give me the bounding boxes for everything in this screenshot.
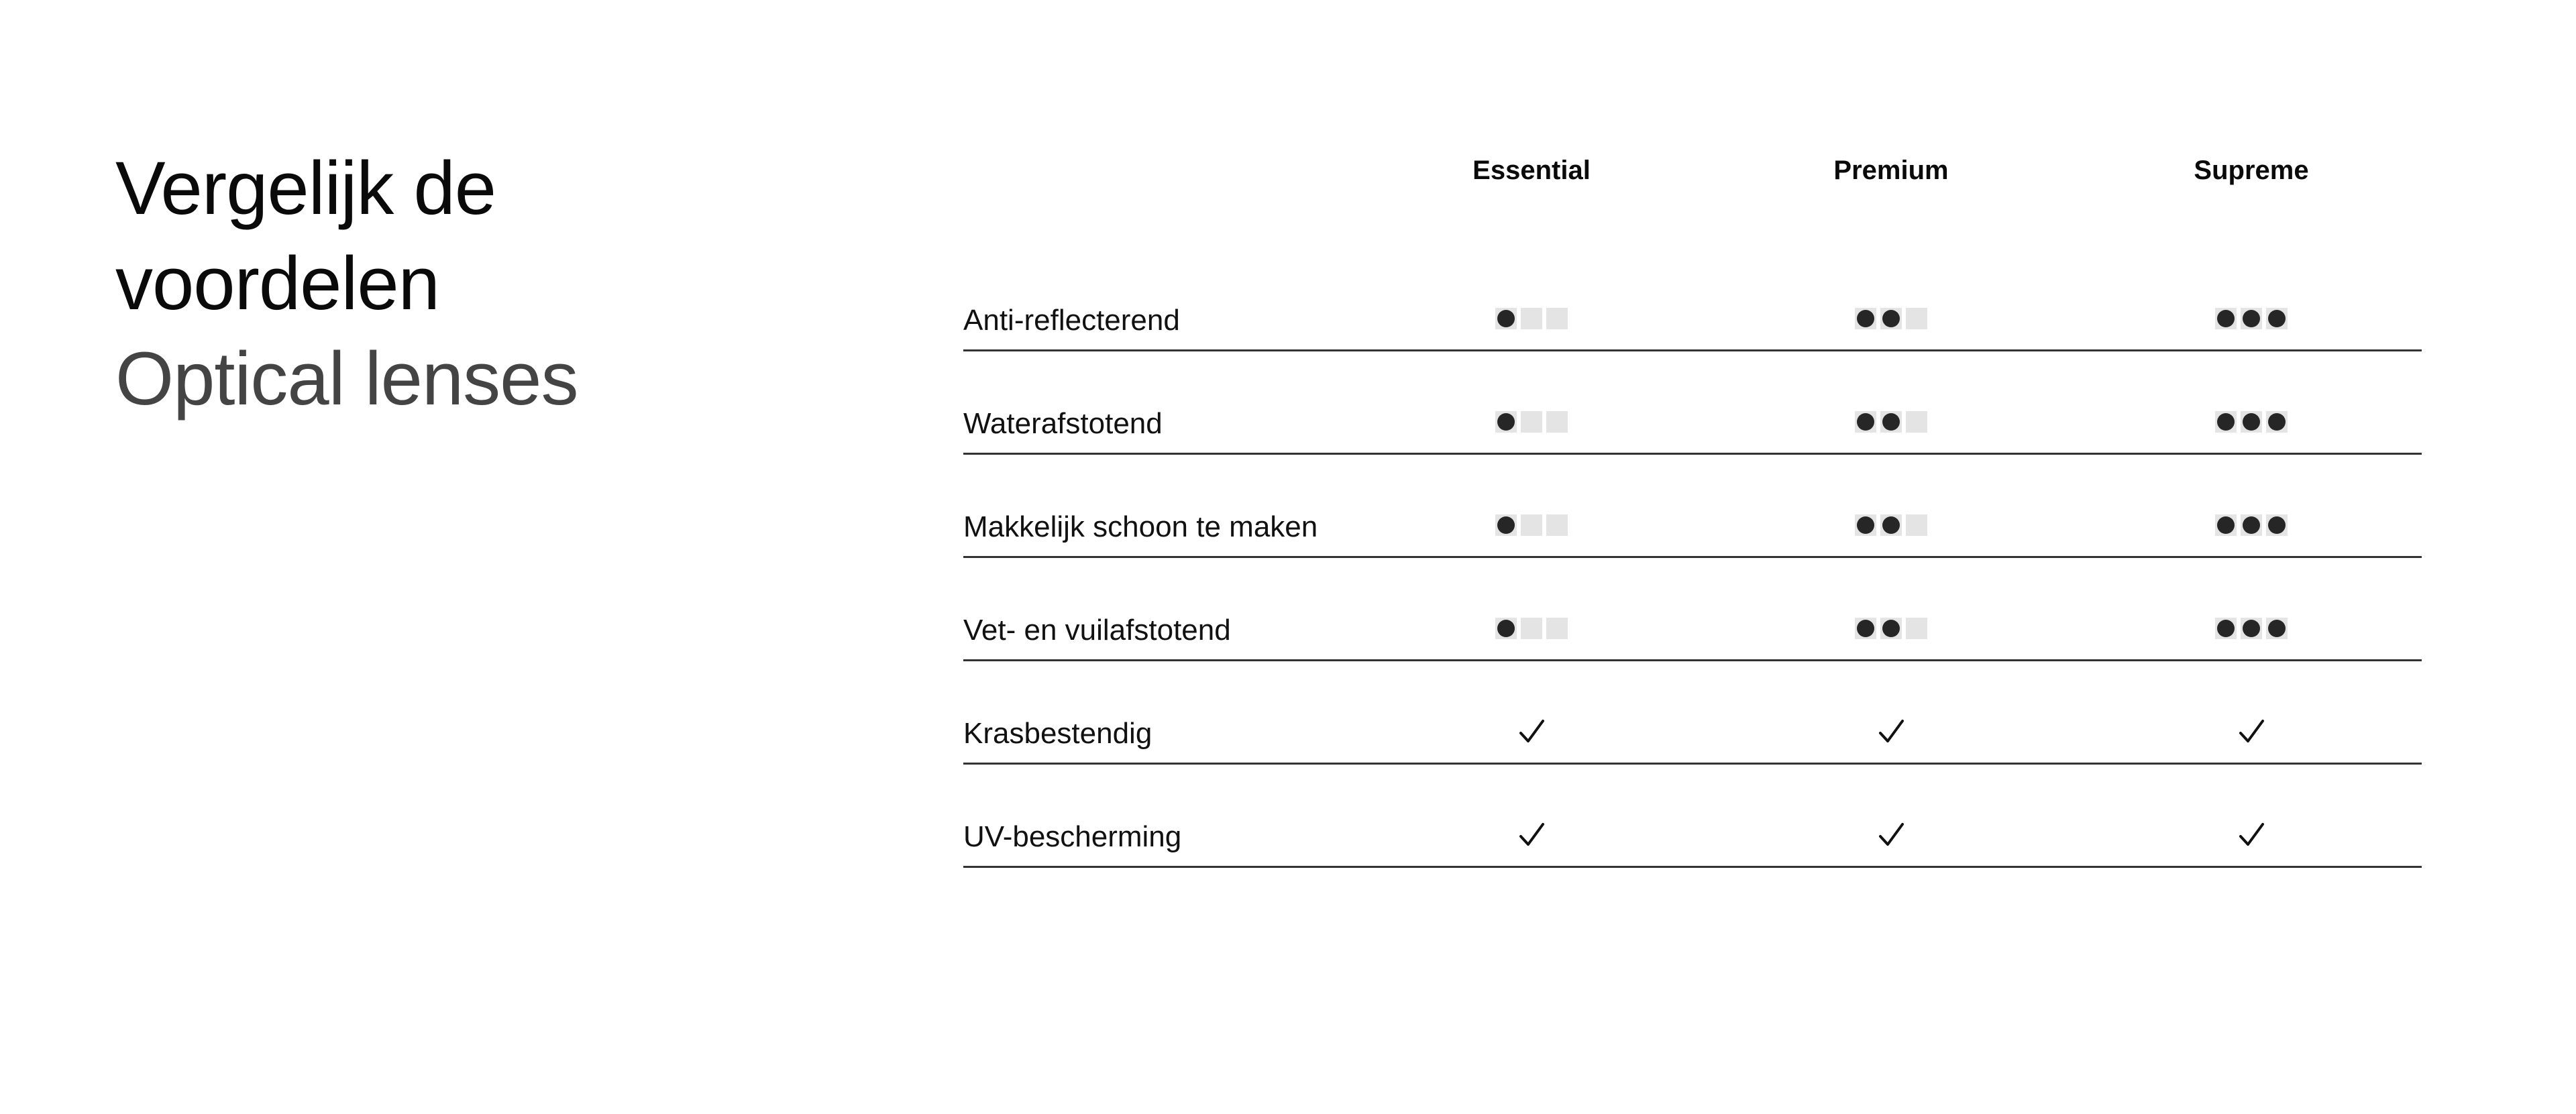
dot-filled — [1880, 411, 1902, 433]
checkmark-icon — [1464, 716, 1599, 748]
dot-filled — [1495, 618, 1517, 639]
row-label: UV-bescherming — [963, 820, 1182, 853]
row-label: Waterafstotend — [963, 407, 1163, 440]
dot-empty — [1521, 618, 1542, 639]
dot-filled — [2241, 618, 2262, 639]
table-row — [963, 248, 2422, 351]
page-title — [115, 141, 719, 331]
rating-dots-icon — [1824, 612, 1958, 645]
dot-filled — [1855, 308, 1876, 329]
dot-filled — [2266, 514, 2288, 536]
table-row — [963, 351, 2422, 455]
row-label: Krasbestendig — [963, 717, 1152, 750]
dot-filled — [1495, 514, 1517, 536]
checkmark-icon — [1464, 819, 1599, 851]
checkmark-icon — [1824, 819, 1958, 851]
rating-dots-icon — [2184, 509, 2318, 541]
rating-dots-icon — [1824, 406, 1958, 438]
dot-filled — [2241, 308, 2262, 329]
row-label: Anti-reflecterend — [963, 304, 1180, 337]
dot-filled — [1880, 514, 1902, 536]
dot-empty — [1521, 514, 1542, 536]
table-row — [963, 661, 2422, 765]
dot-empty — [1546, 618, 1568, 639]
dot-empty — [1546, 308, 1568, 329]
rating-dots-icon — [1464, 302, 1599, 335]
dot-filled — [1880, 308, 1902, 329]
dot-empty — [1906, 308, 1927, 329]
page-title-line-2: voordelen — [115, 241, 439, 325]
dot-filled — [2266, 411, 2288, 433]
page-subtitle: Optical lenses — [115, 337, 578, 421]
rating-dots-icon — [2184, 406, 2318, 438]
rating-dots-icon — [1464, 406, 1599, 438]
table-row — [963, 558, 2422, 661]
dot-filled — [2215, 618, 2237, 639]
comparison-table — [963, 148, 2422, 868]
dot-empty — [1906, 618, 1927, 639]
rating-dots-icon — [2184, 612, 2318, 645]
rating-dots-icon — [2184, 302, 2318, 335]
dot-filled — [2241, 411, 2262, 433]
rating-dots-icon — [1824, 509, 1958, 541]
dot-empty — [1546, 411, 1568, 433]
rating-dots-icon — [1464, 612, 1599, 645]
column-header-essential: Essential — [1472, 156, 1591, 185]
rating-dots-icon — [1824, 302, 1958, 335]
column-header-supreme: Supreme — [2194, 156, 2309, 185]
dot-filled — [1855, 514, 1876, 536]
dot-empty — [1906, 514, 1927, 536]
table-row — [963, 455, 2422, 558]
table-body — [963, 248, 2422, 868]
page-title-line-1: Vergelijk de — [115, 146, 496, 230]
table-row — [963, 765, 2422, 868]
column-header-premium: Premium — [1833, 156, 1949, 185]
checkmark-icon — [1824, 716, 1958, 748]
dot-filled — [1495, 308, 1517, 329]
checkmark-icon — [2184, 819, 2318, 851]
dot-filled — [2215, 411, 2237, 433]
dot-filled — [2266, 618, 2288, 639]
dot-filled — [1855, 618, 1876, 639]
row-label: Makkelijk schoon te maken — [963, 510, 1318, 543]
dot-filled — [2266, 308, 2288, 329]
dot-empty — [1521, 308, 1542, 329]
dot-filled — [1880, 618, 1902, 639]
dot-filled — [2215, 308, 2237, 329]
dot-filled — [2215, 514, 2237, 536]
row-label: Vet- en vuilafstotend — [963, 614, 1231, 647]
dot-empty — [1546, 514, 1568, 536]
dot-filled — [1495, 411, 1517, 433]
rating-dots-icon — [1464, 509, 1599, 541]
dot-filled — [1855, 411, 1876, 433]
dot-filled — [2241, 514, 2262, 536]
table-header — [963, 148, 2422, 201]
dot-empty — [1521, 411, 1542, 433]
checkmark-icon — [2184, 716, 2318, 748]
dot-empty — [1906, 411, 1927, 433]
heading — [115, 141, 719, 427]
